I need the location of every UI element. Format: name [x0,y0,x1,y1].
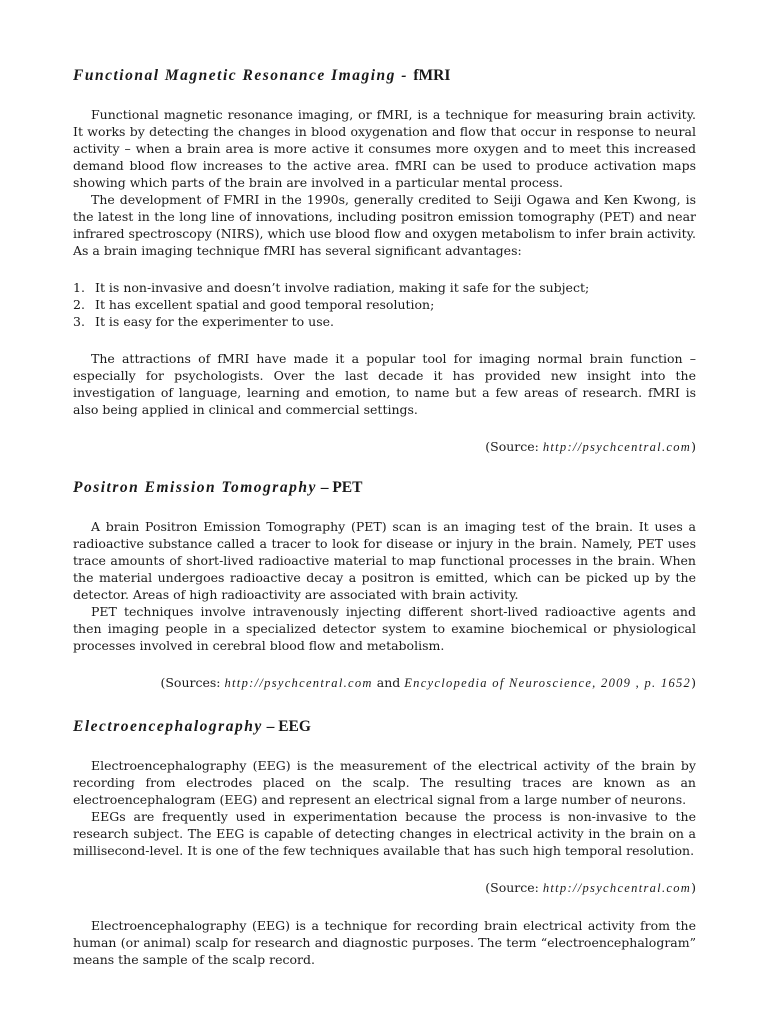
fmri-paragraph-3: The attractions of fMRI have made it a popular tool for imaging normal brain function – especially for psychologists. Over the last decade it has provided new insight into the investigation of language, learning and emotion, to name but a few areas of research. fMRI is also being applied in clinical and commercial settings. [73,351,696,417]
fmri-paragraph-2: The development of FMRI in the 1990s, generally credited to Seiji Ogawa and Ken Kwong, is the latest in the long line of innovations, including positron emission tomography (PET) and near infrared spectroscopy (NIRS), which use blood flow and oxygen metabolism to infer brain activity. As a brain imaging technique fMRI has several significant advantages: [73,192,696,258]
source-link[interactable]: http://psychcentral.com [542,440,692,454]
eeg-source [73,879,696,897]
fmri-source [73,438,696,456]
eeg-heading-abbr: EEG [278,718,311,735]
source-suffix: ) [691,880,696,895]
fmri-heading [73,66,696,86]
pet-paragraph-2: PET techniques involve intravenously injecting different short-lived radioactive agents and then imaging people in a specialized detector system to examine biochemical or physiological processes involved in cerebral blood flow and metabolism. [73,604,696,653]
eeg-paragraph-2: EEGs are frequently used in experimentation because the process is non-invasive to the research subject. The EEG is capable of detecting changes in electrical activity in the brain on a millisecond-level. It is one of the few techniques available that has such high temporal resolution. [73,809,696,858]
list-item-text: It is non-invasive and doesn’t involve radiation, making it safe for the subject; [95,280,590,295]
source-and: and [372,675,405,690]
source-prefix: (Source: [485,439,543,454]
list-item [73,313,696,330]
source-reference: Encyclopedia of Neuroscience, 2009 , p. 1652 [404,676,692,690]
list-item-text: It has excellent spatial and good temporal resolution; [95,297,435,312]
source-suffix: ) [691,439,696,454]
eeg-heading [73,717,696,737]
pet-heading-text: Positron Emission Tomography [73,479,317,496]
document-content [73,66,696,968]
fmri-advantages-list [73,279,696,330]
eeg-paragraph-3: Electroencephalography (EEG) is a technique for recording brain electrical activity from the human (or animal) scalp for research and diagnostic purposes. The term “electroencephalogram” means the sample of the scalp record. [73,918,696,967]
eeg-heading-text: Electroencephalography [73,718,263,735]
source-prefix: (Source: [485,880,543,895]
source-prefix: (Sources: [160,675,225,690]
fmri-heading-abbr: fMRI [413,67,451,84]
source-suffix: ) [691,675,696,690]
list-item [73,296,696,313]
source-link[interactable]: http://psychcentral.com [542,881,692,895]
fmri-paragraph-1: Functional magnetic resonance imaging, or fMRI, is a technique for measuring brain activity. It works by detecting the changes in blood oxygenation and flow that occur in response to neural activity – when a brain area is more active it consumes more oxygen and to meet this increased demand blood flow increases to the active area. fMRI can be used to produce activation maps showing which parts of the brain are involved in a particular mental process. [73,107,696,190]
eeg-heading-sep: – [262,718,279,735]
pet-heading-sep: – [316,479,333,496]
fmri-heading-text: Functional Magnetic Resonance Imaging - [73,67,414,84]
source-link[interactable]: http://psychcentral.com [224,676,373,690]
list-item-number: 3. [73,314,85,329]
list-item-number: 2. [73,297,85,312]
pet-source [73,674,696,692]
list-item-text: It is easy for the experimenter to use. [95,314,335,329]
list-item [73,279,696,296]
list-item-number: 1. [73,280,85,295]
pet-heading [73,478,696,498]
pet-heading-abbr: PET [332,479,363,496]
pet-paragraph-1: A brain Positron Emission Tomography (PET) scan is an imaging test of the brain. It uses a radioactive substance called a tracer to look for disease or injury in the brain. Namely, PET uses trace amounts of short-lived radioactive material to map functional processes in the brain. When the material undergoes radioactive decay a positron is emitted, which can be picked up by the detector. Areas of high radioactivity are associated with brain activity. [73,519,696,602]
eeg-paragraph-1: Electroencephalography (EEG) is the measurement of the electrical activity of the brain by recording from electrodes placed on the scalp. The resulting traces are known as an electroencephalogram (EEG) and represent an electrical signal from a large number of neurons. [73,758,696,807]
